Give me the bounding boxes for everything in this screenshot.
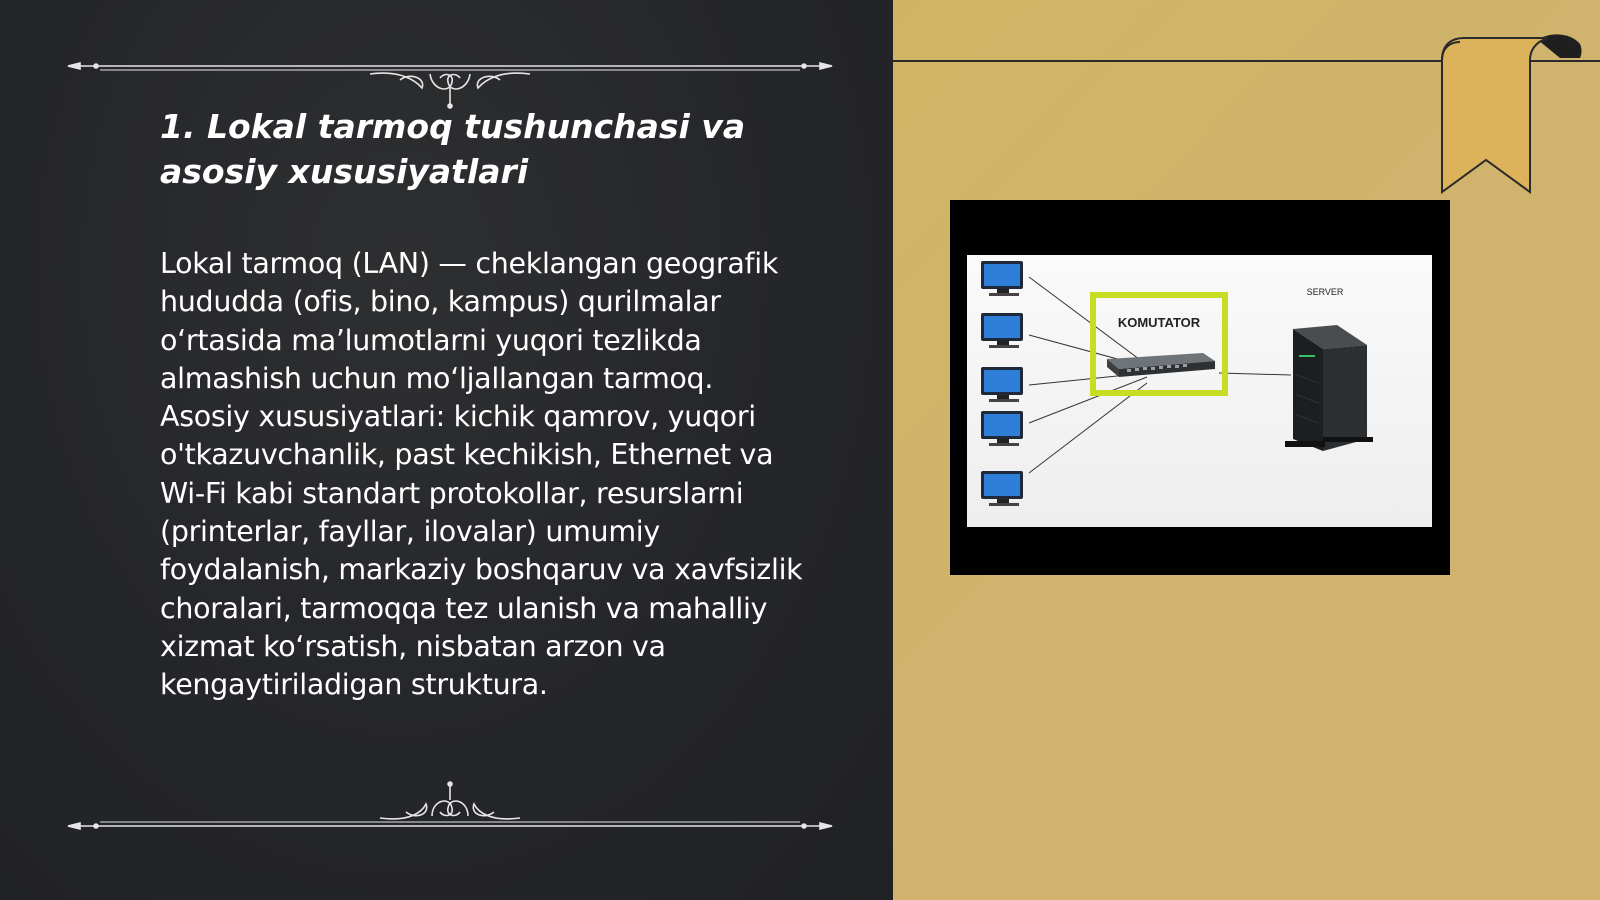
- desktop-computer-icon: [981, 367, 1023, 402]
- desktop-computer-icon: [981, 261, 1023, 296]
- server-tower-icon: [1285, 325, 1373, 451]
- desktop-computer-icon: [981, 471, 1023, 506]
- server-label: SERVER: [1306, 287, 1344, 297]
- ornament-divider-bottom: [60, 770, 840, 830]
- diagram-canvas: [967, 255, 1432, 527]
- lan-diagram: [967, 255, 1432, 527]
- switch-highlight-box: [1093, 295, 1225, 393]
- desktop-computer-icon: [981, 411, 1023, 446]
- ornament-divider-top: [60, 50, 840, 110]
- link-line-server: [1219, 373, 1291, 375]
- link-line-5: [1029, 383, 1147, 473]
- bookmark-ribbon-icon: [1430, 30, 1600, 205]
- link-line-4: [1029, 377, 1147, 423]
- slide-title: 1. Lokal tarmoq tushunchasi va asosiy xususiyatlari: [160, 107, 746, 191]
- slide-body-text: Lokal tarmoq (LAN) — cheklangan geografik hududda (ofis, bino, kampus) qurilmalar o‘rtasida ma’lumotlarni yuqori tezlikda almashish uchun mo‘ljallangan tarmoq. Asosiy xususiyatlari: kichik qamrov, yuqori o'tkazuvchanlik, past kechikish, Ethernet va Wi-Fi kabi standart protokollar, resurslarni (printerlar, fayllar, ilovalar) umumiy foydalanish, markaziy boshqaruv va xavfsizlik choralari, tarmoqqa tez ulanish va mahalliy xizmat ko‘rsatish, nisbatan arzon va kengaytiriladigan struktura.: [160, 247, 803, 702]
- switch-label: KOMUTATOR: [1117, 315, 1201, 330]
- network-diagram-image: [950, 200, 1450, 575]
- network-switch-icon: [1107, 353, 1215, 377]
- desktop-computer-icon: [981, 313, 1023, 348]
